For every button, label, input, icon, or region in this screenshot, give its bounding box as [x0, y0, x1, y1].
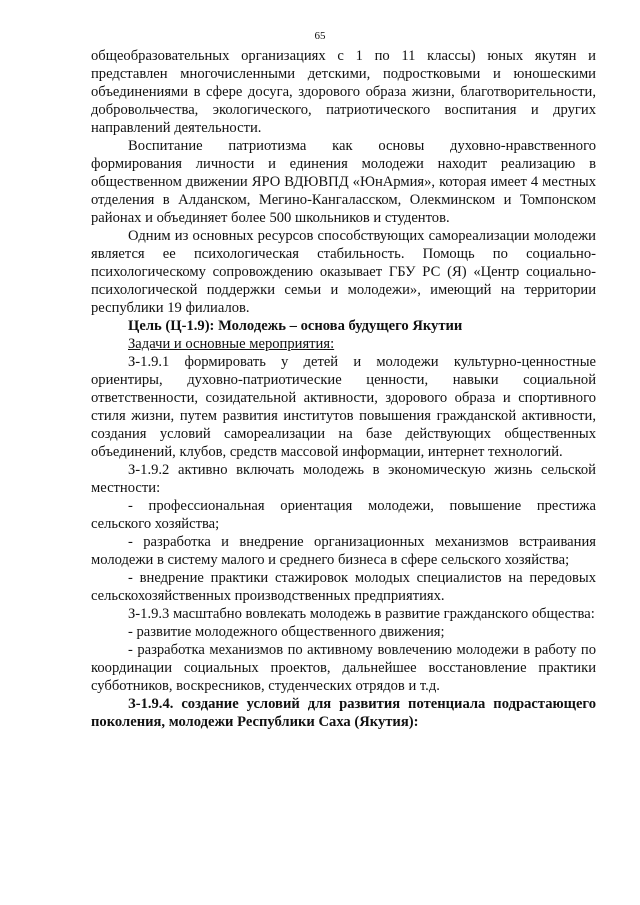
list-item-business-integration: - разработка и внедрение организационных механизмов встраивания молодежи в систему малого и среднего бизнеса в сфере сельского хозяйства; [91, 534, 596, 568]
goal-heading: Цель (Ц-1.9): Молодежь – основа будущего Якутии [128, 318, 463, 334]
list-item-career-orientation: - профессиональная ориентация молодежи, повышение престижа сельского хозяйства; [91, 498, 596, 532]
task-1-9-4: З-1.9.4. создание условий для развития потенциала подрастающего поколения, молодежи Республики Саха (Якутия): [91, 696, 596, 730]
tasks-heading: Задачи и основные мероприятия: [128, 336, 335, 352]
list-item-social-projects: - разработка механизмов по активному вовлечению молодежи в работу по координации социальных проектов, дальнейшее восстановление практики субботников, воскресников, студенческих отрядов и т.д. [91, 642, 596, 694]
list-item-youth-movement: - развитие молодежного общественного движения; [128, 624, 445, 640]
paragraph-psychological-support: Одним из основных ресурсов способствующих самореализации молодежи является ее психологическая стабильность. Помощь по социально-психологическому сопровождению оказывает ГБУ РС (Я) «Центр социально-психологической поддержки семьи и молодежи», имеющий на территории республики 19 филиалов. [91, 228, 596, 316]
task-1-9-3: З-1.9.3 масштабно вовлекать молодежь в развитие гражданского общества: [128, 606, 595, 622]
document-body [91, 47, 596, 731]
paragraph-patriotism: Воспитание патриотизма как основы духовно-нравственного формирования личности и единения молодежи находит реализацию в общественном движении ЯРО ВДЮВПД «ЮнАрмия», которая имеет 4 местных отделения в Алданском, Мегино-Кангаласском, Олекминском и Томпонском районах и объединяет более 500 школьников и студентов. [91, 138, 596, 226]
page-number: 65 [314, 30, 326, 42]
paragraph-youth-organizations: общеобразовательных организациях с 1 по 11 классы) юных якутян и представлен многочисленными детскими, подростковыми и юношескими объединениями в сфере досуга, здорового образа жизни, благотворительности, добровольчества, экологического, патриотического воспитания и других направлений деятельности. [91, 48, 596, 136]
task-1-9-2: З-1.9.2 активно включать молодежь в экономическую жизнь сельской местности: [91, 462, 596, 496]
list-item-internships: - внедрение практики стажировок молодых специалистов на передовых сельскохозяйственных производственных предприятиях. [91, 570, 596, 604]
task-1-9-1: З-1.9.1 формировать у детей и молодежи культурно-ценностные ориентиры, духовно-патриотические ценности, навыки социальной ответственности, созидательной активности, здорового образа и спортивного стиля жизни, путем развития институтов повышения гражданской активности, создания условий самореализации на базе действующих общественных объединений, клубов, средств массовой информации, интернет технологий. [91, 354, 596, 460]
